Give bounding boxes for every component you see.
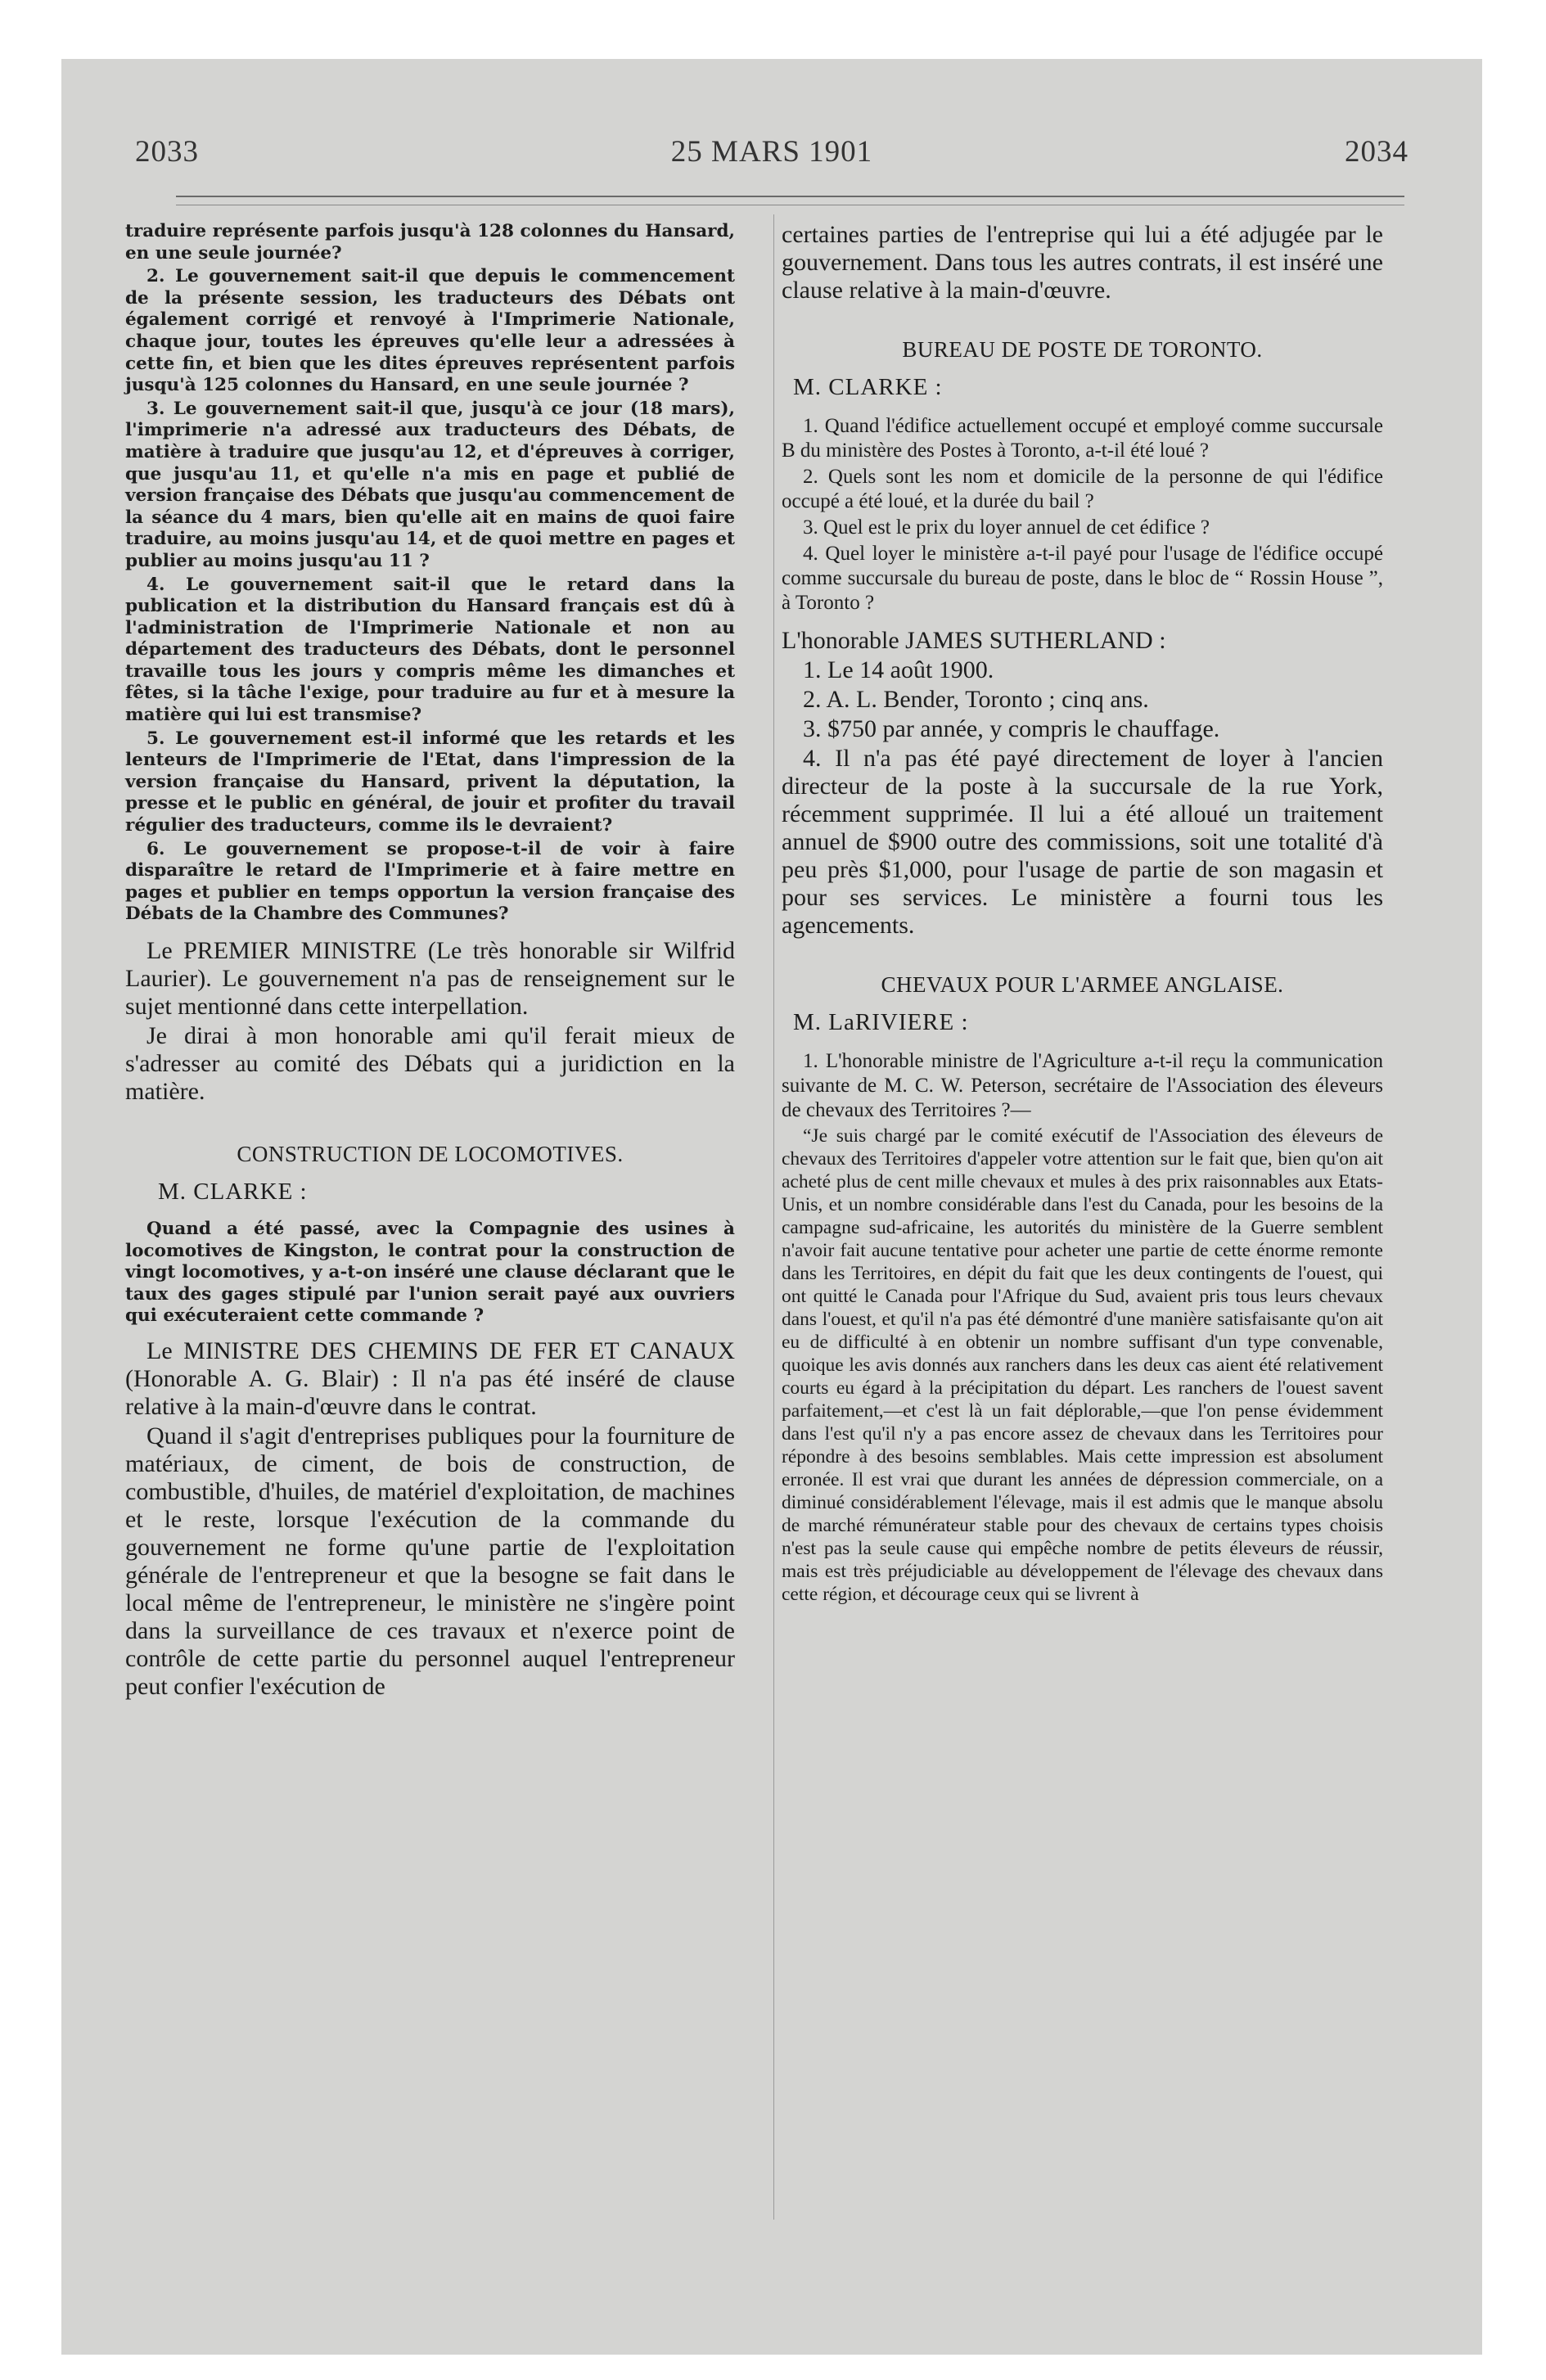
answer-1: 1. Le 14 août 1900. (803, 656, 994, 683)
toronto-question-1: 1. Quand l'édifice actuellement occupé et employé comme succursale B du ministère des Postes à Toronto, a-t-il été loué ? (782, 415, 1383, 462)
sutherland-speaker: L'honorable JAMES SUTHERLAND : (782, 627, 1166, 654)
answer-4: 4. Il n'a pas été payé directement de loyer à l'ancien directeur de la poste à la succursale de la rue York, récemment supprimée. Il lui a été alloué un traitement annuel de $900 outre des commissions, soit une totalité d'à peu près $1,000, pour l'usage de partie de son magasin et pour ses services. Le ministère a fourni tous les agencements. (782, 745, 1383, 939)
toronto-question-2: 2. Quels sont les nom et domicile de la personne de qui l'édifice occupé a été loué, et la durée du bail ? (782, 466, 1383, 512)
answer-3: 3. $750 par année, y compris le chauffage. (803, 715, 1220, 742)
prime-minister-answer-2: Je dirai à mon honorable ami qu'il ferait mieux de s'adresser au comité des Débats qui a juridiction en la matière. (125, 1022, 735, 1105)
speaker-lariviere: M. LaRIVIERE : (793, 1009, 969, 1035)
toronto-question-3: 3. Quel est le prix du loyer annuel de cet édifice ? (803, 516, 1210, 539)
continuation-text: certaines parties de l'entreprise qui lui a été adjugée par le gouvernement. Dans tous les autres contrats, il est inséré une clause relative à la main-d'œuvre. (782, 221, 1383, 304)
minister-answer-2: Quand il s'agit d'entreprises publiques pour la fourniture de matériaux, de ciment, de bois de construction, de combustible, d'huiles, de matériel d'exploitation, de machines et le reste, lorsque l'exécution de la commande du gouvernement ne forme qu'une partie de l'exploitation générale de l'entrepreneur et que la besogne se fait dans le local même de l'entrepreneur, le ministère ne s'ingère point dans la surveillance de ces travaux et n'exerce point de contrôle de cette partie du personnel auquel l'entrepreneur peut confier l'exécution de (125, 1422, 735, 1700)
heading-chevaux: CHEVAUX POUR L'ARMEE ANGLAISE. (881, 972, 1284, 997)
column-divider (773, 214, 774, 2220)
minister-answer: Le MINISTRE DES CHEMINS DE FER ET CANAUX (Honorable A. G. Blair) : Il n'a pas été inséré de clause relative à la main-d'œuvre dans le contrat. (125, 1336, 735, 1420)
locomotive-question: Quand a été passé, avec la Compagnie des usines à locomotives de Kingston, le contrat pour la construction de vingt locomotives, y a-t-on inséré une clause déclarant que le taux des gages stipulé par l'union serait payé aux ouvriers qui exécuteraient cette commande ? (125, 1219, 735, 1327)
question-6: 6. Le gouvernement se propose-t-il de voir à faire disparaître le retard de l'Imprimerie et à faire mettre en pages et publier en temps opportun la version française des Débats de la Chambre des Communes? (125, 838, 735, 925)
header-rule (176, 196, 1404, 197)
question-3: 3. Le gouvernement sait-il que, jusqu'à ce jour (18 mars), l'imprimerie n'a adressé aux traducteurs des Débats, de matière à traduire que jusqu'au 12, et d'épreuves à corriger, que jusqu'au 11, et qu'elle n'a mis en page et publié de version française des Débats que jusqu'au commencement de la séance du 4 mars, bien qu'elle ait en mains de quoi faire traduire, au moins jusqu'au 14, et de quoi mettre en pages et publier au moins jusqu'au 11 ? (125, 398, 735, 571)
right-column (782, 221, 1383, 1607)
question-1-end: traduire représente parfois jusqu'à 128 colonnes du Hansard, en une seule journée? (125, 221, 735, 264)
question-2: 2. Le gouvernement sait-il que depuis le commencement de la présente session, les traducteurs des Débats ont également corrigé et renvoyé à l'Imprimerie Nationale, chaque jour, toutes les épreuves qu'elle leur a adressées à cette fin, et bien que les dites épreuves représentent parfois jusqu'à 125 colonnes du Hansard, en une seule journée ? (125, 266, 735, 396)
speaker-clarke: M. CLARKE : (158, 1179, 308, 1205)
toronto-question-4: 4. Quel loyer le ministère a-t-il payé pour l'usage de l'édifice occupé comme succursale du bureau de poste, dans le bloc de “ Rossin House ”, à Toronto ? (782, 543, 1383, 614)
question-5: 5. Le gouvernement est-il informé que les retards et les lenteurs de l'Imprimerie de l'Etat, dans l'impression de la version française du Hansard, privent la députation, la presse et le public en général, de jouir et profiter du travail régulier des traducteurs, comme ils le devraient? (125, 728, 735, 836)
heading-toronto: BUREAU DE POSTE DE TORONTO. (902, 337, 1263, 362)
page-date: 25 MARS 1901 (670, 135, 873, 169)
page-number-left: 2033 (135, 135, 199, 169)
heading-locomotives: CONSTRUCTION DE LOCOMOTIVES. (237, 1142, 624, 1166)
question-4: 4. Le gouvernement sait-il que le retard dans la publication et la distribution du Hansard français est dû à l'administration de l'Imprimerie Nationale et non au département des traducteurs des Débats, dont le personnel travaille tous les jours y compris même les dimanches et fêtes, si la tâche l'exige, pour traduire au fur et à mesure la matière qui lui est transmise? (125, 574, 735, 726)
answer-2: 2. A. L. Bender, Toronto ; cinq ans. (803, 686, 1149, 713)
left-column (125, 221, 735, 1702)
page-number-right: 2034 (1345, 135, 1409, 169)
speaker-clarke-2: M. CLARKE : (793, 374, 943, 400)
prime-minister-answer: Le PREMIER MINISTRE (Le très honorable sir Wilfrid Laurier). Le gouvernement n'a pas de renseignement sur le sujet mentionné dans cette interpellation. (125, 937, 735, 1020)
horses-question-1: 1. L'honorable ministre de l'Agriculture a-t-il reçu la communication suivante de M. C. W. Peterson, secrétaire de l'Association des éleveurs de chevaux des Territoires ?— (782, 1050, 1383, 1121)
scanned-page (61, 59, 1482, 2355)
horses-letter: “Je suis chargé par le comité exécutif de l'Association des éleveurs de chevaux des Territoires d'appeler votre attention sur le fait que, bien qu'on ait acheté plus de cent mille chevaux et mules à des prix raisonnables aux Etats-Unis, et un nombre considérable dans l'est du Canada, pour les besoins de la campagne sud-africaine, les autorités du ministère de la Guerre semblent n'avoir fait aucune tentative pour acheter une partie de cette énorme remonte dans les Territoires, en dépit du fait que les deux contingents de l'ouest, qui ont quitté le Canada pour l'Afrique du Sud, avaient pris tous leurs chevaux dans l'ouest, et qu'il n'a pas été démontré d'une manière satisfaisante qu'on ait eu de difficulté à en obtenir un nombre suffisant d'un type convenable, quoique les avis donnés aux ranchers dans les deux cas aient été relativement courts eu égard à la précipitation du départ. Les ranchers de l'ouest savent parfaitement,—et c'est là un fait déplorable,—que l'on pense évidemment dans l'est qu'il n'y a pas encore assez de chevaux dans les Territoires pour répondre à des besoins semblables. Mais cette impression est absolument erronée. Il est vrai que durant les années de dépression commerciale, on a diminué considérablement l'élevage, mais il est admis que le manque absolu de marché rémunérateur stable pour des chevaux de certains types choisis n'est pas la seule cause qui empêche nombre de petits éleveurs de réussir, mais est très préjudiciable au développement de l'élevage des chevaux dans cette région, et décourage ceux qui se livrent à (782, 1125, 1383, 1605)
